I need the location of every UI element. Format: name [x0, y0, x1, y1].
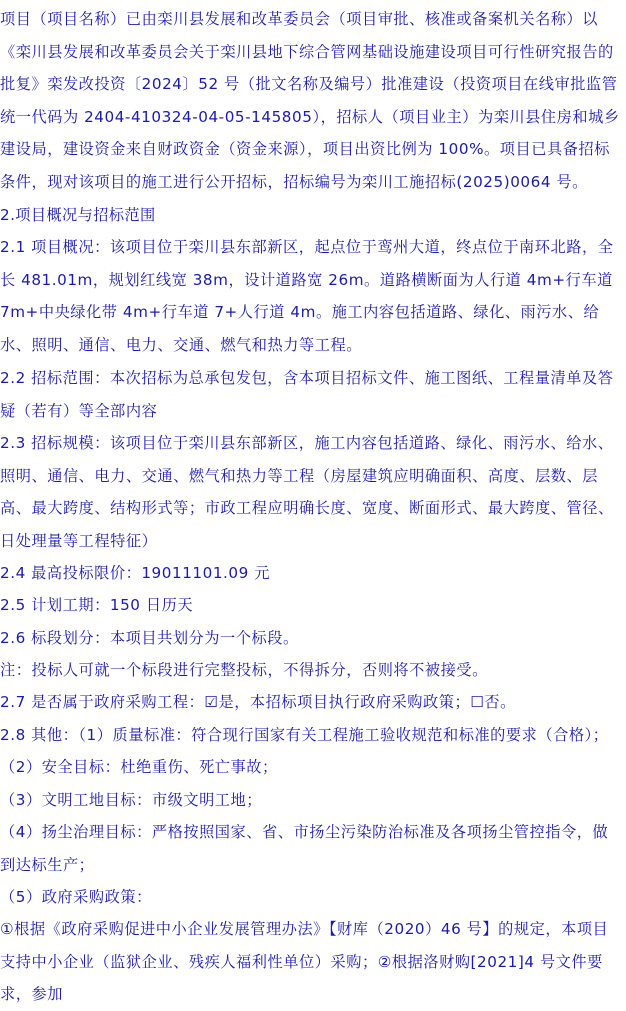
paragraph-note: 注：投标人可就一个标段进行完整投标，不得拆分，否则将不被接受。	[0, 661, 488, 679]
paragraph-max-bid-price: 2.4 最高投标限价：19011101.09 元	[0, 564, 270, 582]
paragraph-procurement-policy-heading: （5）政府采购政策：	[0, 888, 152, 906]
paragraph-safety-target: （2）安全目标：杜绝重伤、死亡事故；	[0, 758, 278, 776]
paragraph-project-overview: 2.1 项目概况：该项目位于栾川县东部新区，起点位于鸾州大道，终点位于南环北路，全长 481.01m，规划红线宽 38m，设计道路宽 26m。道路横断面为人行道 4m+行车道 7m+中央绿化带 4m+行车道 7+人行道 4m。施工内容包括道路、绿化、雨污水、给水、照明、通信、电力、交通、燃气和热力等工程。	[0, 238, 614, 354]
paragraph-tender-scale: 2.3 招标规模：该项目位于栾川县东部新区，施工内容包括道路、绿化、雨污水、给水、照明、通信、电力、交通、燃气和热力等工程（房屋建筑应明确面积、高度、层数、层高、最大跨度、结构形式等；市政工程应明确长度、宽度、断面形式、最大跨度、管径、日处理量等工程特征）	[0, 434, 614, 550]
paragraph-tender-scope: 2.2 招标范围：本次招标为总承包发包，含本项目招标文件、施工图纸、工程量清单及答疑（若有）等全部内容	[0, 369, 614, 420]
paragraph-civilized-site: （3）文明工地目标：市级文明工地；	[0, 791, 263, 809]
paragraph-sme-policy: ①根据《政府采购促进中小企业发展管理办法》【财库（2020）46 号】的规定，本项目支持中小企业（监狱企业、残疾人福利性单位）采购；②根据洛财购[2021]4 号文件要求，参加	[0, 920, 609, 1004]
paragraph-government-procurement: 2.7 是否属于政府采购工程：☑是，本招标项目执行政府采购政策；☐否。	[0, 693, 516, 711]
paragraph-planned-duration: 2.5 计划工期：150 日历天	[0, 596, 194, 614]
paragraph-quality-standard: 2.8 其他：（1）质量标准：符合现行国家有关工程施工验收规范和标准的要求（合格）；	[0, 726, 609, 744]
section-heading-overview: 2.项目概况与招标范围	[0, 206, 156, 224]
paragraph-project-approval: 项目（项目名称）已由栾川县发展和改革委员会（项目审批、核准或备案机关名称）以《栾川县发展和改革委员会关于栾川县地下综合管网基础设施建设项目可行性研究报告的批复》栾发改投资〔2024〕52 号（批文名称及编号）批准建设（投资项目在线审批监管统一代码为 2404-410324-04-05-145805），招标人（项目业主）为栾川县住房和城乡建设局，建设资金来自财政资金（资金来源），项目出资比例为 100%。项目已具备招标条件，现对该项目的施工进行公开招标，招标编号为栾川工施招标(2025)0064 号。	[0, 10, 620, 191]
paragraph-lot-division: 2.6 标段划分：本项目共划分为一个标段。	[0, 629, 299, 647]
paragraph-dust-control: （4）扬尘治理目标：严格按照国家、省、市扬尘污染防治标准及各项扬尘管控指令，做到达标生产；	[0, 823, 609, 874]
